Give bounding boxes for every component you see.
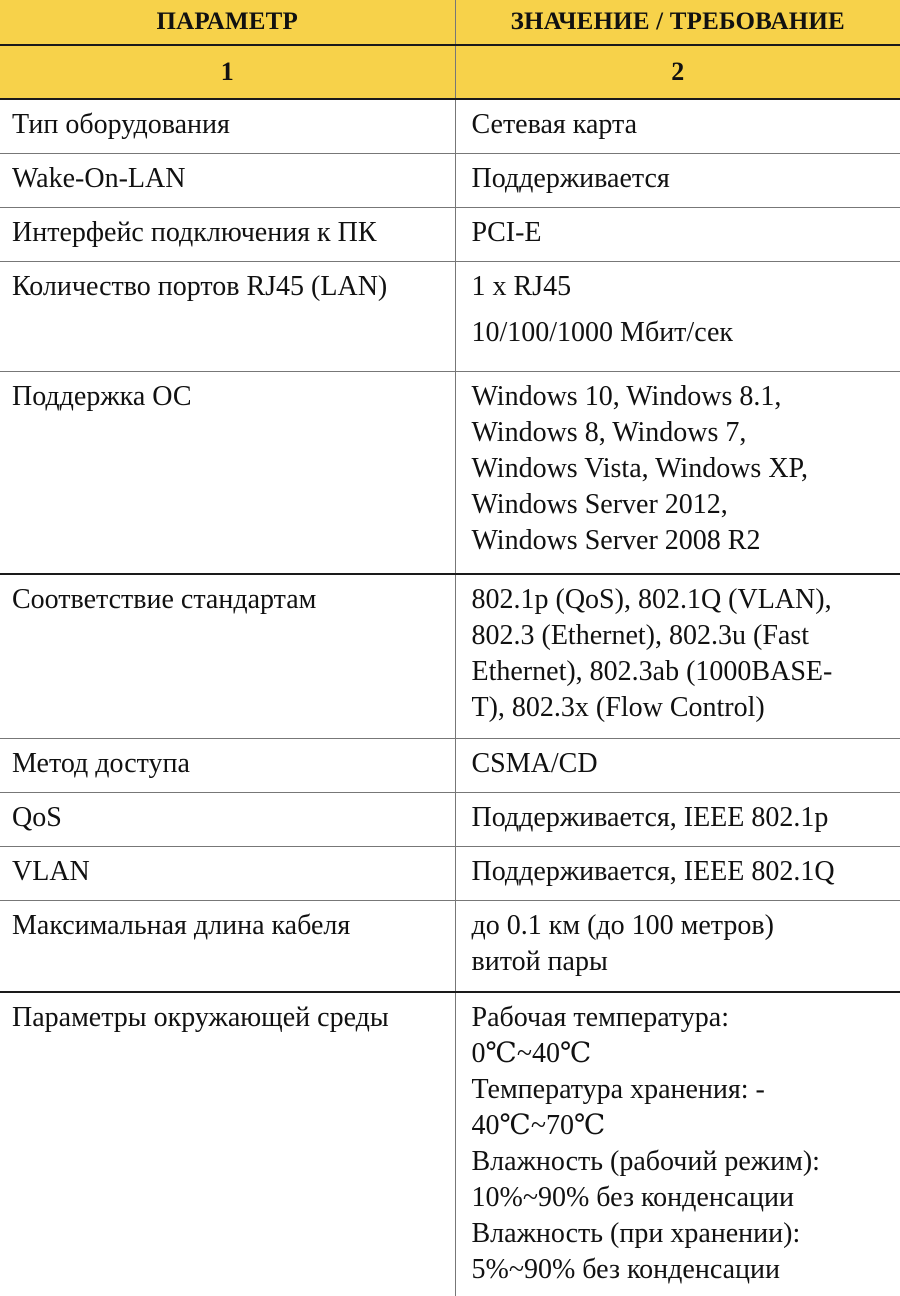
param-cell: Интерфейс подключения к ПК [0, 207, 455, 261]
column-number-2: 2 [455, 45, 900, 99]
table-row [0, 900, 900, 992]
value-cell [455, 371, 900, 574]
value-line: 0℃~40℃ [471, 1038, 592, 1069]
value-line: Windows 10, Windows 8.1, [471, 380, 782, 412]
value-cell [455, 738, 900, 792]
value-cell [455, 153, 900, 207]
param-cell: Соответствие стандартам [0, 574, 455, 738]
value-cell [455, 792, 900, 846]
value-line: Влажность (рабочий режим): [471, 1146, 820, 1177]
param-cell: Максимальная длина кабеля [0, 900, 455, 992]
param-cell: VLAN [0, 846, 455, 900]
table-row [0, 371, 900, 574]
value-line: CSMA/CD [471, 747, 598, 779]
table-row [0, 207, 900, 261]
value-line: Windows Server 2012, [471, 488, 728, 520]
value-line: Поддерживается [471, 162, 670, 194]
param-cell: QoS [0, 792, 455, 846]
table-row [0, 261, 900, 371]
param-cell: Поддержка ОС [0, 371, 455, 574]
param-cell: Параметры окружающей среды [0, 992, 455, 1296]
value-line: 802.1p (QoS), 802.1Q (VLAN), [471, 584, 832, 615]
table-row [0, 846, 900, 900]
value-line: витой пары [471, 945, 608, 977]
value-line: 40℃~70℃ [471, 1110, 606, 1141]
param-cell: Метод доступа [0, 738, 455, 792]
value-line: Windows 8, Windows 7, [471, 416, 747, 448]
value-line: Windows Server 2008 R2 [471, 524, 761, 556]
header-row [0, 0, 900, 45]
value-line: Поддерживается, IEEE 802.1p [471, 801, 829, 833]
column-number-1: 1 [0, 45, 455, 99]
header-parameter: ПАРАМЕТР [0, 0, 455, 45]
value-cell [455, 99, 900, 153]
value-line: 802.3 (Ethernet), 802.3u (Fast [471, 620, 809, 651]
table-row [0, 153, 900, 207]
param-cell: Тип оборудования [0, 99, 455, 153]
value-line: PCI-E [471, 216, 542, 248]
value-line: 5%~90% без конденсации [471, 1254, 780, 1285]
table-row [0, 738, 900, 792]
value-line: до 0.1 км (до 100 метров) [471, 909, 774, 941]
value-line: 10/100/1000 Мбит/сек [471, 316, 734, 348]
value-cell [455, 207, 900, 261]
value-line: Влажность (при хранении): [471, 1218, 801, 1249]
value-cell [455, 992, 900, 1296]
value-line: Ethernet), 802.3ab (1000BASE- [471, 656, 833, 687]
table-row [0, 992, 900, 1296]
value-line: Температура хранения: - [471, 1074, 765, 1105]
value-line: 1 x RJ45 [471, 270, 572, 302]
value-line: 10%~90% без конденсации [471, 1182, 794, 1213]
value-line: Поддерживается, IEEE 802.1Q [471, 855, 835, 887]
value-line: Windows Vista, Windows XP, [471, 452, 809, 484]
value-line: Сетевая карта [471, 109, 638, 140]
param-cell: Wake-On-LAN [0, 153, 455, 207]
value-cell [455, 574, 900, 738]
param-cell: Количество портов RJ45 (LAN) [0, 261, 455, 371]
header-value: ЗНАЧЕНИЕ / ТРЕБОВАНИЕ [455, 0, 900, 45]
table-row [0, 574, 900, 738]
value-line: T), 802.3x (Flow Control) [471, 692, 765, 723]
value-line: Рабочая температура: [471, 1002, 729, 1033]
value-cell [455, 846, 900, 900]
table-row [0, 99, 900, 153]
table-row [0, 792, 900, 846]
value-cell [455, 261, 900, 371]
column-number-row [0, 45, 900, 99]
value-cell [455, 900, 900, 992]
